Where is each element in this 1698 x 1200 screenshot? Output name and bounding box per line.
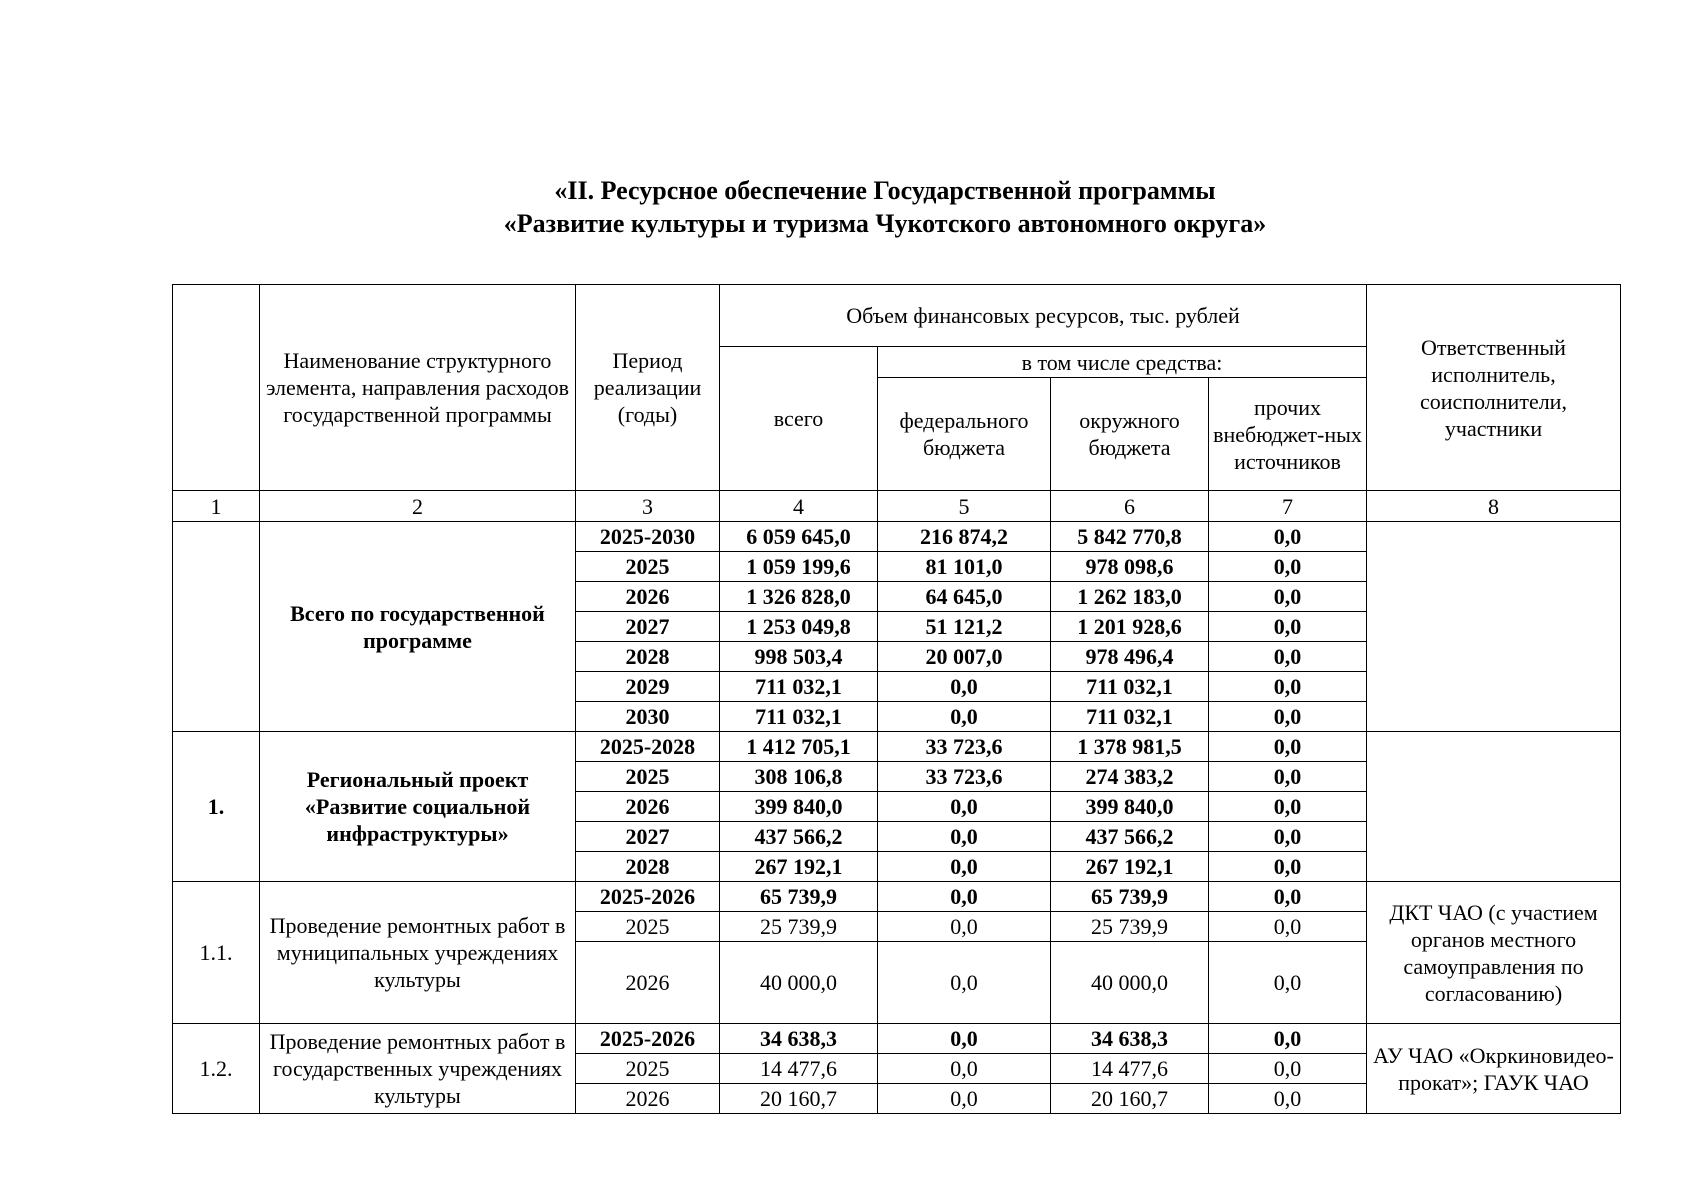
federal-cell: 0,0 [878, 1054, 1051, 1084]
total-cell: 437 566,2 [720, 822, 878, 852]
other-cell: 0,0 [1209, 1054, 1367, 1084]
district-cell: 1 378 981,5 [1051, 732, 1209, 762]
period-cell: 2025-2026 [576, 882, 720, 912]
header-including: в том числе средства: [878, 347, 1367, 378]
section-name: Проведение ремонтных работ в муниципальных учреждениях культуры [260, 882, 576, 1024]
district-cell: 711 032,1 [1051, 702, 1209, 732]
header-period: Период реализации (годы) [576, 285, 720, 491]
other-cell: 0,0 [1209, 792, 1367, 822]
section-number: 1.2. [173, 1024, 260, 1114]
table-row [173, 882, 1621, 912]
period-cell: 2026 [576, 792, 720, 822]
total-cell: 34 638,3 [720, 1024, 878, 1054]
federal-cell: 0,0 [878, 1024, 1051, 1054]
period-cell: 2026 [576, 1084, 720, 1114]
district-cell: 399 840,0 [1051, 792, 1209, 822]
federal-cell: 0,0 [878, 822, 1051, 852]
total-cell: 308 106,8 [720, 762, 878, 792]
other-cell: 0,0 [1209, 822, 1367, 852]
col-number: 7 [1209, 491, 1367, 522]
total-cell: 14 477,6 [720, 1054, 878, 1084]
district-cell: 978 496,4 [1051, 642, 1209, 672]
period-cell: 2030 [576, 702, 720, 732]
federal-cell: 33 723,6 [878, 732, 1051, 762]
other-cell: 0,0 [1209, 732, 1367, 762]
total-cell: 40 000,0 [720, 942, 878, 1024]
other-cell: 0,0 [1209, 552, 1367, 582]
federal-cell: 20 007,0 [878, 642, 1051, 672]
period-cell: 2026 [576, 582, 720, 612]
document-title [0, 174, 1698, 240]
total-cell: 20 160,7 [720, 1084, 878, 1114]
other-cell: 0,0 [1209, 762, 1367, 792]
period-cell: 2025-2026 [576, 1024, 720, 1054]
total-cell: 65 739,9 [720, 882, 878, 912]
section-name: Проведение ремонтных работ в государственных учреждениях культуры [260, 1024, 576, 1114]
col-number: 6 [1051, 491, 1209, 522]
total-cell: 1 253 049,8 [720, 612, 878, 642]
period-cell: 2025-2028 [576, 732, 720, 762]
total-cell: 1 412 705,1 [720, 732, 878, 762]
district-cell: 34 638,3 [1051, 1024, 1209, 1054]
total-cell: 267 192,1 [720, 852, 878, 882]
other-cell: 0,0 [1209, 522, 1367, 552]
section-name: Всего по государственной программе [260, 522, 576, 732]
other-cell: 0,0 [1209, 642, 1367, 672]
header-name: Наименование структурного элемента, направления расходов государственной программы [260, 285, 576, 491]
section-number: 1.1. [173, 882, 260, 1024]
title-line-2: «Развитие культуры и туризма Чукотского автономного округа» [503, 209, 1267, 238]
period-cell: 2027 [576, 612, 720, 642]
total-cell: 25 739,9 [720, 912, 878, 942]
col-number: 1 [173, 491, 260, 522]
district-cell: 65 739,9 [1051, 882, 1209, 912]
other-cell: 0,0 [1209, 672, 1367, 702]
federal-cell: 64 645,0 [878, 582, 1051, 612]
period-cell: 2026 [576, 942, 720, 1024]
responsible-cell: ДКТ ЧАО (с участием органов местного самоуправления по согласованию) [1367, 882, 1621, 1024]
responsible-cell [1367, 732, 1621, 882]
total-cell: 399 840,0 [720, 792, 878, 822]
other-cell: 0,0 [1209, 882, 1367, 912]
header-volume: Объем финансовых ресурсов, тыс. рублей [720, 285, 1367, 347]
other-cell: 0,0 [1209, 582, 1367, 612]
federal-cell: 0,0 [878, 792, 1051, 822]
total-cell: 711 032,1 [720, 702, 878, 732]
period-cell: 2029 [576, 672, 720, 702]
section-name: Региональный проект «Развитие социальной инфраструктуры» [260, 732, 576, 882]
period-cell: 2027 [576, 822, 720, 852]
other-cell: 0,0 [1209, 912, 1367, 942]
other-cell: 0,0 [1209, 1084, 1367, 1114]
col-number: 5 [878, 491, 1051, 522]
period-cell: 2028 [576, 852, 720, 882]
header-other: прочих внебюджет-ных источников [1209, 378, 1367, 491]
period-cell: 2028 [576, 642, 720, 672]
period-cell: 2025-2030 [576, 522, 720, 552]
federal-cell: 0,0 [878, 702, 1051, 732]
title-line-1: «II. Ресурсное обеспечение Государственной программы [554, 176, 1216, 205]
resource-table [172, 284, 1621, 1114]
district-cell: 14 477,6 [1051, 1054, 1209, 1084]
responsible-cell: АУ ЧАО «Окркиновидео-прокат»; ГАУК ЧАО [1367, 1024, 1621, 1114]
district-cell: 1 262 183,0 [1051, 582, 1209, 612]
district-cell: 711 032,1 [1051, 672, 1209, 702]
federal-cell: 0,0 [878, 942, 1051, 1024]
federal-cell: 81 101,0 [878, 552, 1051, 582]
district-cell: 437 566,2 [1051, 822, 1209, 852]
header-federal: федерального бюджета [878, 378, 1051, 491]
total-cell: 998 503,4 [720, 642, 878, 672]
federal-cell: 0,0 [878, 882, 1051, 912]
district-cell: 267 192,1 [1051, 852, 1209, 882]
header-num [173, 285, 260, 491]
table-row [173, 732, 1621, 762]
other-cell: 0,0 [1209, 852, 1367, 882]
section-number [173, 522, 260, 732]
federal-cell: 51 121,2 [878, 612, 1051, 642]
federal-cell: 33 723,6 [878, 762, 1051, 792]
header-total: всего [720, 347, 878, 491]
total-cell: 6 059 645,0 [720, 522, 878, 552]
total-cell: 711 032,1 [720, 672, 878, 702]
other-cell: 0,0 [1209, 1024, 1367, 1054]
period-cell: 2025 [576, 762, 720, 792]
district-cell: 20 160,7 [1051, 1084, 1209, 1114]
table-row [173, 1024, 1621, 1054]
federal-cell: 0,0 [878, 852, 1051, 882]
federal-cell: 0,0 [878, 672, 1051, 702]
col-number: 3 [576, 491, 720, 522]
federal-cell: 0,0 [878, 912, 1051, 942]
total-cell: 1 326 828,0 [720, 582, 878, 612]
section-number: 1. [173, 732, 260, 882]
district-cell: 25 739,9 [1051, 912, 1209, 942]
district-cell: 978 098,6 [1051, 552, 1209, 582]
col-number: 8 [1367, 491, 1621, 522]
federal-cell: 216 874,2 [878, 522, 1051, 552]
header-responsible: Ответственный исполнитель, соисполнители, участники [1367, 285, 1621, 491]
district-cell: 5 842 770,8 [1051, 522, 1209, 552]
other-cell: 0,0 [1209, 942, 1367, 1024]
period-cell: 2025 [576, 1054, 720, 1084]
responsible-cell [1367, 522, 1621, 732]
other-cell: 0,0 [1209, 702, 1367, 732]
district-cell: 274 383,2 [1051, 762, 1209, 792]
federal-cell: 0,0 [878, 1084, 1051, 1114]
header-district: окружного бюджета [1051, 378, 1209, 491]
col-number: 4 [720, 491, 878, 522]
col-number: 2 [260, 491, 576, 522]
period-cell: 2025 [576, 552, 720, 582]
district-cell: 1 201 928,6 [1051, 612, 1209, 642]
table-row [173, 522, 1621, 552]
other-cell: 0,0 [1209, 612, 1367, 642]
district-cell: 40 000,0 [1051, 942, 1209, 1024]
total-cell: 1 059 199,6 [720, 552, 878, 582]
period-cell: 2025 [576, 912, 720, 942]
